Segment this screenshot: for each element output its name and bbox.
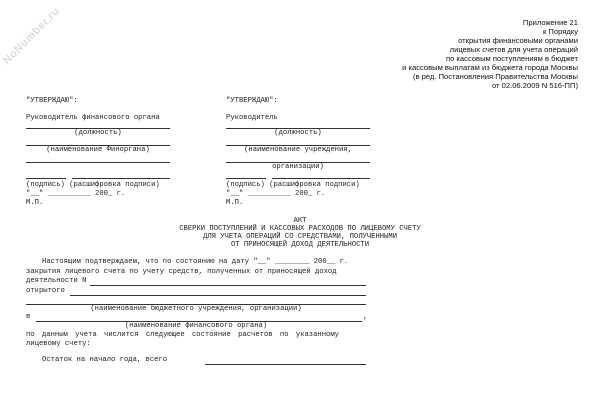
balance-label: Остаток на начало года, всего [42, 356, 168, 364]
right-stamp: М.П. [226, 199, 244, 207]
title-line: ОТ ПРИНОСЯЩЕЙ ДОХОД ДЕЯТЕЛЬНОСТИ [230, 241, 370, 249]
right-approve-label: "УТВЕРЖДАЮ": [226, 97, 278, 105]
right-position-caption: (должность) [274, 129, 322, 137]
body-comma: , [363, 313, 368, 321]
title-line: АКТ [293, 217, 307, 225]
fin-org-caption: (наименование финансового органа) [124, 322, 268, 330]
right-org-caption-2: организации) [272, 163, 324, 171]
body-line-state: по данным учета числится следующее состояние расчетов по указанному [26, 331, 339, 339]
appendix-line: от 02.06.2009 N 516-ПП) [492, 81, 578, 90]
institution-caption: (наименование бюджетного учреждения, организации) [90, 305, 302, 313]
right-role-label: Руководитель [226, 114, 278, 122]
appendix-header [402, 18, 578, 90]
body-line-closing: закрытия лицевого счета по учету средств, полученных от приносящей доход [26, 268, 337, 276]
appendix-line: Приложение 21 [522, 18, 578, 27]
body-line-opened: открытого [26, 287, 65, 295]
account-number-line [90, 285, 366, 286]
right-sign-name-line [272, 178, 370, 179]
left-date: "__" __________ 200_ г. [26, 190, 126, 198]
body-line-account: лицевому счету: [26, 340, 91, 348]
appendix-line: (в ред. Постановления Правительства Москвы [412, 72, 578, 81]
appendix-line: открытия финансовыми органами [458, 36, 578, 45]
title-line: ДЛЯ УЧЕТА ОПЕРАЦИЙ СО СРЕДСТВАМИ, ПОЛУЧЕННЫМИ [202, 233, 398, 241]
left-approve-label: "УТВЕРЖДАЮ": [26, 97, 78, 105]
appendix-line: лицевых счетов для учета операций [449, 45, 578, 54]
appendix-line: по кассовым поступлениям в бюджет [445, 54, 578, 63]
left-sign-name-line [72, 178, 170, 179]
right-sign-line [226, 178, 266, 179]
left-sign-line [26, 178, 66, 179]
left-org-caption: (наименование Финоргана) [46, 146, 150, 154]
body-line-account-number: деятельности N [26, 277, 87, 285]
opened-line [70, 295, 366, 296]
left-position-caption: (должность) [74, 129, 122, 137]
left-stamp: М.П. [26, 199, 44, 207]
watermark: NoNumber.ru [0, 5, 63, 67]
title-line: СВЕРКИ ПОСТУПЛЕНИЙ И КАССОВЫХ РАСХОДОВ ПО ЛИЦЕВОМУ СЧЕТУ [179, 225, 421, 233]
left-org-line-2 [26, 162, 170, 163]
appendix-line: к Порядку [543, 27, 578, 36]
right-org-caption-1: (наименование учреждения, [244, 146, 352, 154]
right-date: "__" __________ 200_ г. [226, 190, 326, 198]
balance-value-line [205, 364, 366, 365]
left-sign-caption: (подпись) (расшифровка подписи) [26, 181, 160, 189]
appendix-line: и кассовым выплатам из бюджета города Москвы [402, 63, 578, 72]
left-role-label: Руководитель финансового органа [26, 114, 160, 122]
right-sign-caption: (подпись) (расшифровка подписи) [226, 181, 360, 189]
body-line-date: Настоящим подтверждаем, что по состоянию на дату "__" ________ 200__ г. [42, 258, 349, 266]
body-in-label: в [26, 313, 31, 321]
